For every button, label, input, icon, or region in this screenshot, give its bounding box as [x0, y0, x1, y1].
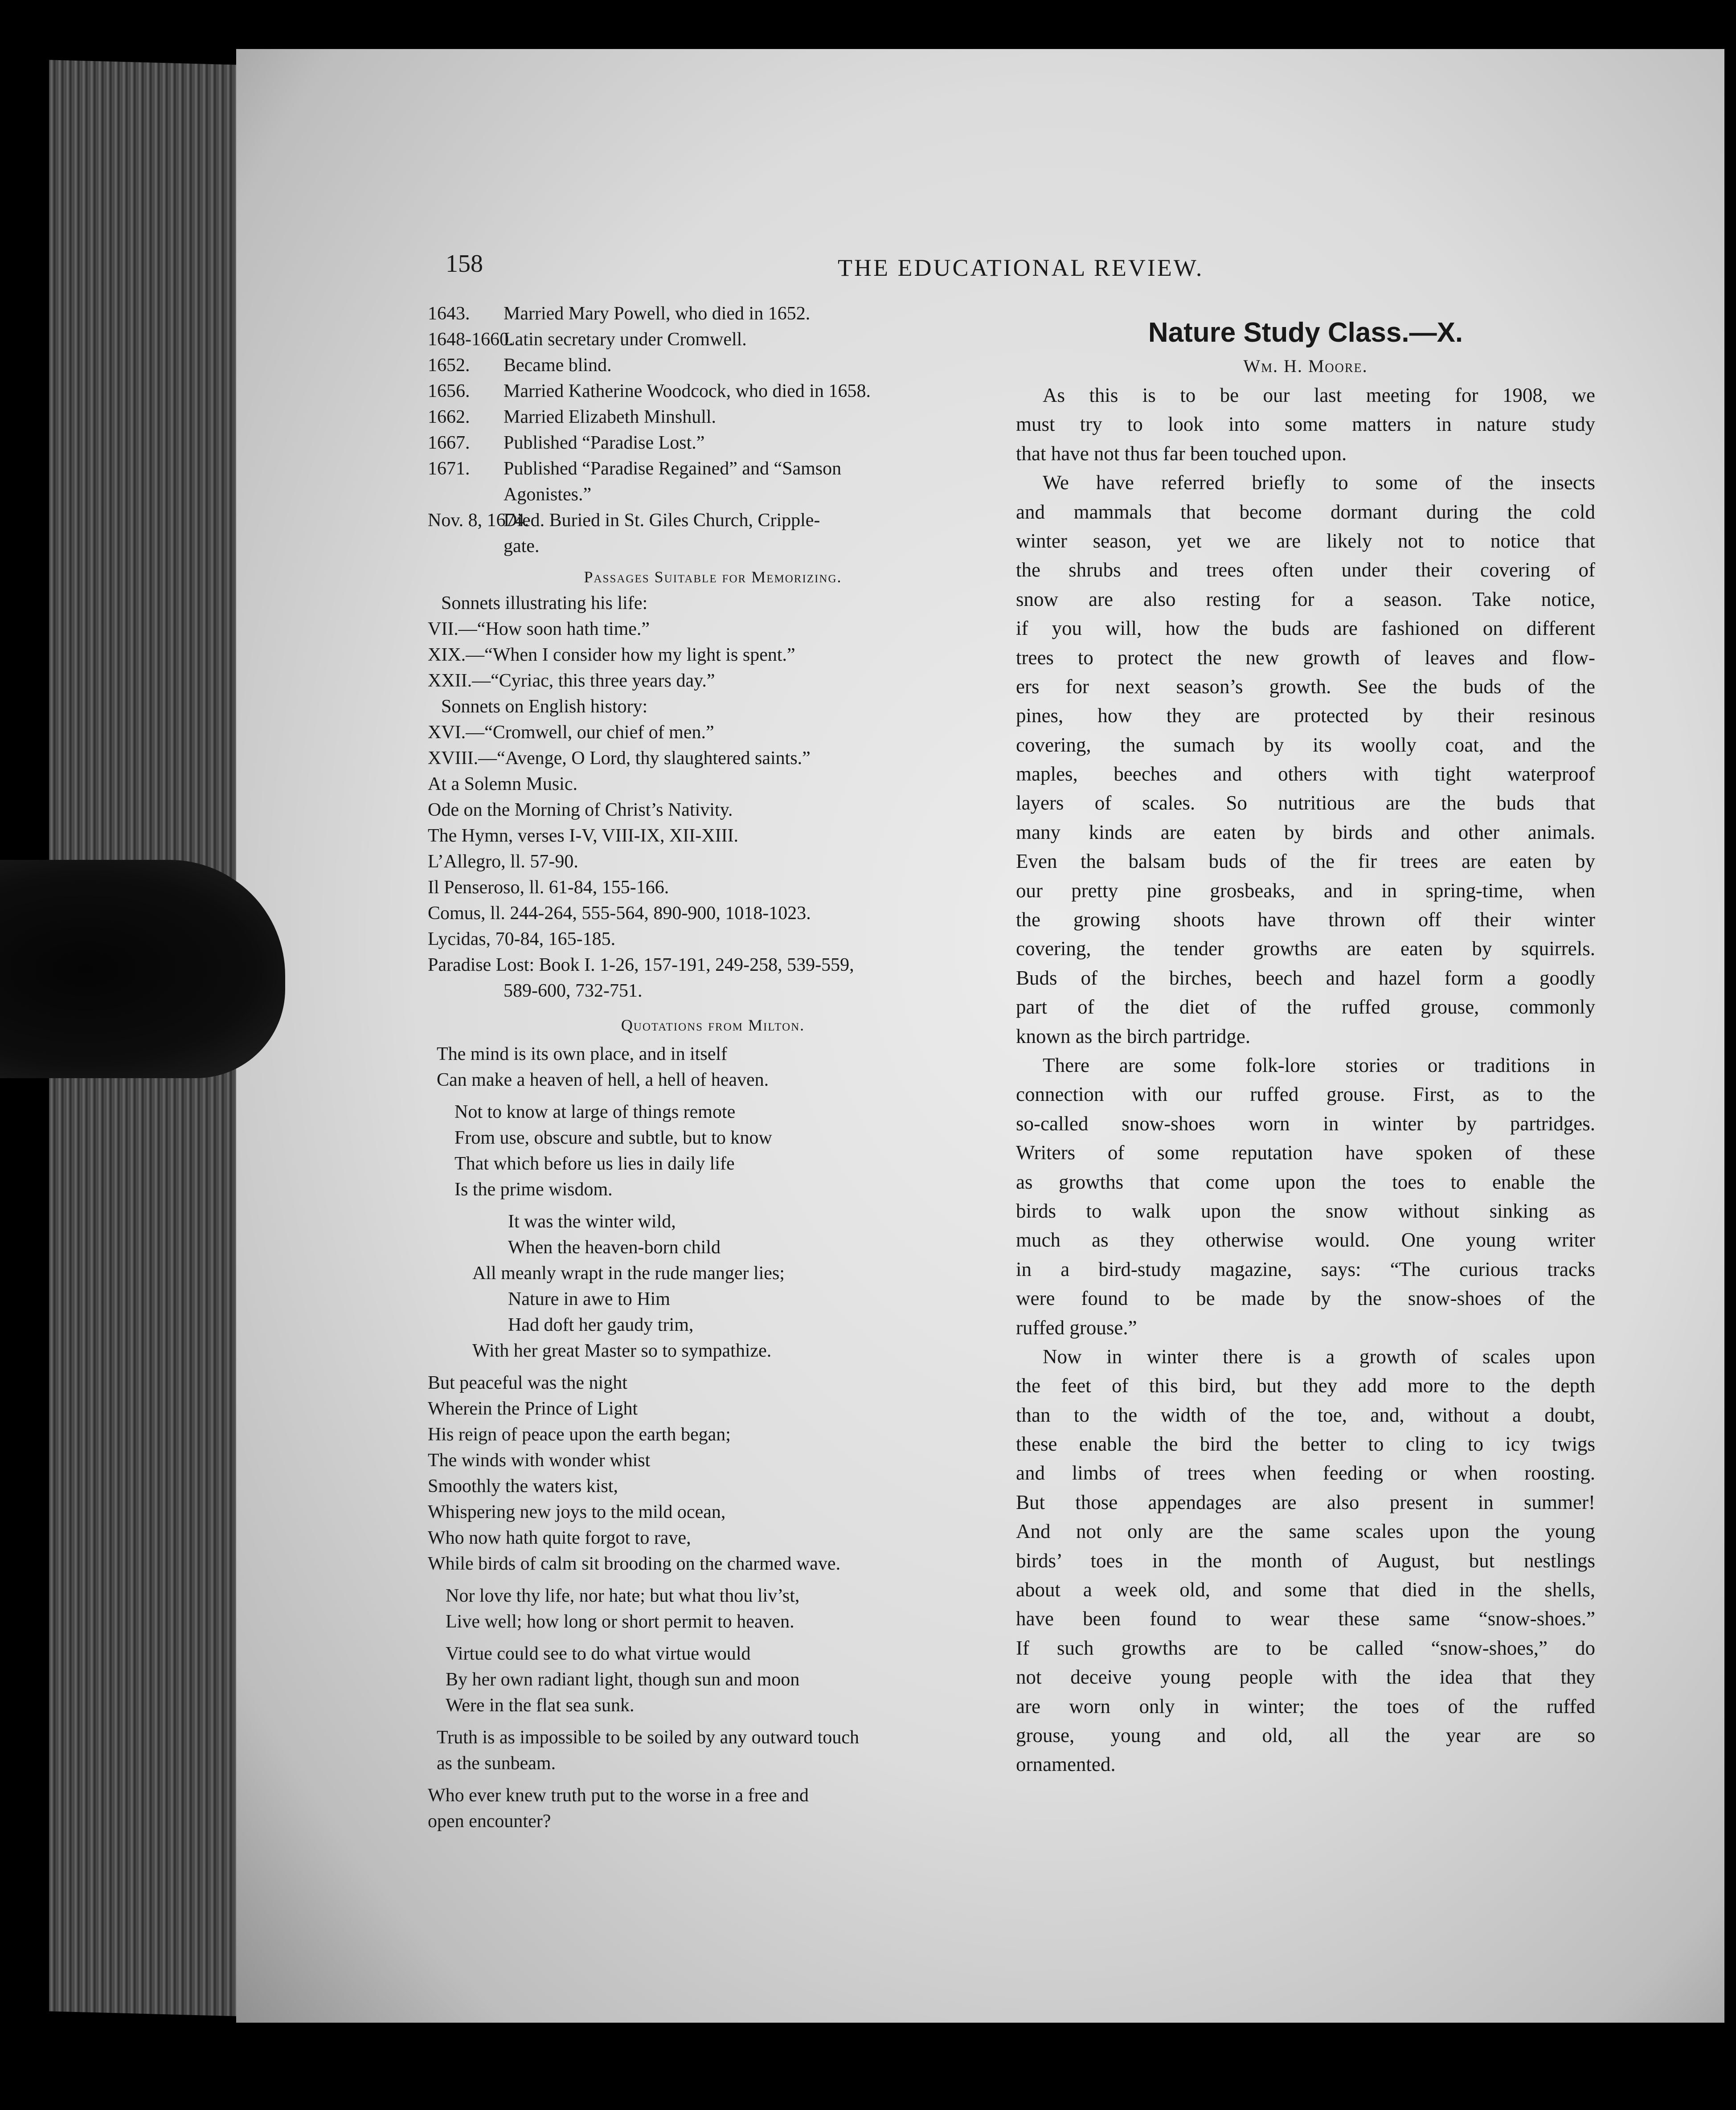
- paragraph-line: the feet of this bird, but they add more to the depth: [1016, 1374, 1595, 1397]
- paragraph-line: known as the birch partridge.: [1016, 1025, 1251, 1047]
- memorizing-line: XXII.—“Cyriac, this three years day.”: [428, 671, 715, 691]
- chronology-year: 1652.: [428, 355, 470, 376]
- chronology-list: [428, 301, 998, 559]
- paragraph-3: [1016, 1051, 1595, 1342]
- quotation-line: When the heaven-born child: [508, 1237, 721, 1258]
- quotation-3: [428, 1209, 998, 1364]
- paragraph-line: the growing shoots have thrown off their winter: [1016, 908, 1595, 931]
- paragraph-line: that have not thus far been touched upon.: [1016, 442, 1347, 465]
- quotations-heading: Quotations from Milton.: [621, 1016, 805, 1034]
- paragraph-line: and mammals that become dormant during the cold: [1016, 500, 1595, 523]
- quotation-line: Wherein the Prince of Light: [428, 1398, 638, 1419]
- paragraph-line: ornamented.: [1016, 1753, 1116, 1776]
- paragraph-line: Now in winter there is a growth of scales upon: [1043, 1345, 1595, 1368]
- memorizing-line: XIX.—“When I consider how my light is spent.”: [428, 645, 795, 665]
- quotation-line: open encounter?: [428, 1811, 551, 1832]
- quotation-line: From use, obscure and subtle, but to know: [454, 1128, 772, 1148]
- quotation-line: The mind is its own place, and in itself: [437, 1044, 728, 1064]
- paragraph-line: not deceive young people with the idea that they: [1016, 1666, 1595, 1689]
- paragraph-line: covering, the tender growths are eaten by squirrels.: [1016, 937, 1595, 960]
- quotation-line: Were in the flat sea sunk.: [446, 1695, 635, 1716]
- quotation-line: By her own radiant light, though sun and moon: [446, 1669, 800, 1690]
- paragraph-line: pines, how they are protected by their resinous: [1016, 704, 1595, 727]
- chronology-entry: [428, 327, 998, 352]
- memorizing-line: XVIII.—“Avenge, O Lord, thy slaughtered saints.”: [428, 748, 811, 769]
- memorizing-line: Lycidas, 70-84, 165-185.: [428, 929, 616, 949]
- paragraph-line: connection with our ruffed grouse. First, as to the: [1016, 1083, 1595, 1106]
- chronology-text: Latin secretary under Cromwell.: [504, 329, 747, 350]
- quotation-line: Is the prime wisdom.: [454, 1179, 613, 1200]
- paragraph-line: grouse, young and old, all the year are so: [1016, 1724, 1595, 1746]
- article-author: Wm. H. Moore.: [1243, 356, 1368, 376]
- paragraph-line: have been found to wear these same “snow-shoes.”: [1016, 1607, 1595, 1630]
- paragraph-1: [1016, 381, 1595, 468]
- chronology-year: 1667.: [428, 433, 470, 453]
- quotation-line: Live well; how long or short permit to heaven.: [446, 1611, 794, 1632]
- quotation-line: With her great Master so to sympathize.: [472, 1341, 772, 1361]
- memorizing-line: At a Solemn Music.: [428, 774, 577, 794]
- quotation-line: Who now hath quite forgot to rave,: [428, 1528, 691, 1548]
- paragraph-line: these enable the bird the better to cling to icy twigs: [1016, 1433, 1595, 1456]
- quotation-line: But peaceful was the night: [428, 1373, 627, 1393]
- paragraph-line: birds’ toes in the month of August, but nestlings: [1016, 1549, 1595, 1572]
- quotation-line: Can make a heaven of hell, a hell of heaven.: [437, 1070, 769, 1090]
- paragraph-line: many kinds are eaten by birds and other animals.: [1016, 821, 1595, 843]
- page-header: [446, 249, 1462, 303]
- chronology-year: 1656.: [428, 381, 470, 401]
- chronology-entry: [428, 352, 998, 378]
- paragraph-line: covering, the sumach by its woolly coat, and the: [1016, 733, 1595, 756]
- paragraph-line: We have referred briefly to some of the insects: [1043, 471, 1595, 494]
- quotation-line: Whispering new joys to the mild ocean,: [428, 1502, 726, 1522]
- paragraph-line: as growths that come upon the toes to enable the: [1016, 1170, 1595, 1193]
- quotation-line: Nor love thy life, nor hate; but what thou liv’st,: [446, 1586, 800, 1606]
- chronology-continuation: gate.: [504, 536, 540, 556]
- article-title: Nature Study Class.—X.: [1148, 317, 1463, 348]
- chronology-text: Married Elizabeth Minshull.: [504, 407, 717, 427]
- paragraph-line: Even the balsam buds of the fir trees are eaten by: [1016, 850, 1595, 873]
- paragraph-4: [1016, 1342, 1595, 1779]
- quotation-8: [428, 1783, 998, 1834]
- paragraph-line: were found to be made by the snow-shoes of the: [1016, 1287, 1595, 1310]
- quotation-6: [428, 1641, 998, 1718]
- paragraph-line: the shrubs and trees often under their covering of: [1016, 559, 1595, 581]
- memorizing-heading: Passages Suitable for Memorizing.: [584, 568, 842, 586]
- left-column: [428, 301, 998, 1834]
- quotation-line: That which before us lies in daily life: [454, 1153, 735, 1174]
- paragraph-line: part of the diet of the ruffed grouse, commonly: [1016, 996, 1595, 1018]
- quotation-line: Had doft her gaudy trim,: [508, 1315, 694, 1335]
- paragraph-line: If such growths are to be called “snow-shoes,” do: [1016, 1636, 1595, 1659]
- chronology-year: 1671.: [428, 458, 470, 479]
- chronology-text: Married Mary Powell, who died in 1652.: [504, 303, 811, 324]
- memorizing-line: Sonnets illustrating his life:: [441, 593, 648, 613]
- paragraph-line: about a week old, and some that died in the shells,: [1016, 1578, 1595, 1601]
- quotation-7: [428, 1725, 998, 1776]
- chronology-text: Published “Paradise Lost.”: [504, 433, 705, 453]
- paragraph-line: ers for next season’s growth. See the buds of the: [1016, 675, 1595, 698]
- paragraph-line: birds to walk upon the snow without sinking as: [1016, 1199, 1595, 1222]
- chronology-text: Became blind.: [504, 355, 612, 376]
- quotation-line: Nature in awe to Him: [508, 1289, 670, 1309]
- quotation-line: as the sunbeam.: [437, 1753, 556, 1774]
- memorizing-line: L’Allegro, ll. 57-90.: [428, 851, 578, 872]
- paragraph-line: ruffed grouse.”: [1016, 1316, 1137, 1339]
- memorizing-line: Comus, ll. 244-264, 555-564, 890-900, 1018-1023.: [428, 903, 811, 924]
- chronology-year: 1643.: [428, 303, 470, 324]
- chronology-entry: [428, 456, 998, 482]
- paragraph-line: in a bird-study magazine, says: “The curious tracks: [1016, 1258, 1595, 1280]
- paragraph-line: and limbs of trees when feeding or when roosting.: [1016, 1462, 1595, 1484]
- quotation-line: Smoothly the waters kist,: [428, 1476, 618, 1497]
- quotation-line: Not to know at large of things remote: [454, 1102, 736, 1122]
- chronology-entry: [428, 301, 998, 327]
- chronology-text: Died. Buried in St. Giles Church, Cripple-: [504, 510, 820, 531]
- paragraph-line: so-called snow-shoes worn in winter by partridges.: [1016, 1112, 1595, 1135]
- memorizing-line: VII.—“How soon hath time.”: [428, 619, 650, 639]
- memorizing-line: Il Penseroso, ll. 61-84, 155-166.: [428, 877, 669, 898]
- paragraph-line: if you will, how the buds are fashioned on different: [1016, 617, 1595, 640]
- paragraph-line: our pretty pine grosbeaks, and in spring-time, when: [1016, 879, 1595, 902]
- thumb-shadow: [0, 860, 285, 1078]
- paragraph-line: Buds of the birches, beech and hazel form a goodly: [1016, 966, 1595, 989]
- paragraph-line: must try to look into some matters in nature study: [1016, 413, 1595, 436]
- quotation-line: His reign of peace upon the earth began;: [428, 1424, 731, 1445]
- memorizing-line: The Hymn, verses I-V, VIII-IX, XII-XIII.: [428, 826, 739, 846]
- paragraph-line: trees to protect the new growth of leaves and flow-: [1016, 646, 1595, 669]
- chronology-year: 1648-1660.: [428, 329, 514, 350]
- quotation-line: Who ever knew truth put to the worse in a free and: [428, 1785, 809, 1806]
- quotation-1: [428, 1041, 998, 1093]
- chronology-entry: [428, 430, 998, 456]
- memorizing-line: 589-600, 732-751.: [504, 981, 643, 1001]
- quotation-2: [428, 1099, 998, 1202]
- paragraph-line: maples, beeches and others with tight waterproof: [1016, 763, 1595, 785]
- quotation-line: All meanly wrapt in the rude manger lies;: [472, 1263, 785, 1284]
- right-column: [1016, 314, 1595, 1779]
- quotation-line: The winds with wonder whist: [428, 1450, 651, 1471]
- paragraph-line: layers of scales. So nutritious are the buds that: [1016, 792, 1595, 814]
- quotation-line: Virtue could see to do what virtue would: [446, 1644, 751, 1664]
- memorizing-list: [428, 590, 998, 1004]
- paragraph-line: snow are also resting for a season. Take notice,: [1016, 588, 1595, 610]
- chronology-entry: [428, 378, 998, 404]
- paragraph-line: As this is to be our last meeting for 1908, we: [1043, 384, 1595, 406]
- page-number: 158: [446, 250, 483, 278]
- paragraph-line: are worn only in winter; the toes of the ruffed: [1016, 1695, 1595, 1717]
- quotation-line: It was the winter wild,: [508, 1211, 676, 1232]
- paragraph-line: than to the width of the toe, and, without a doubt,: [1016, 1403, 1595, 1426]
- chronology-text: Published “Paradise Regained” and “Samson: [504, 458, 842, 479]
- memorizing-line: Sonnets on English history:: [441, 696, 648, 717]
- paragraph-2: [1016, 468, 1595, 1051]
- running-head: THE EDUCATIONAL REVIEW.: [838, 254, 1204, 281]
- paragraph-line: And not only are the same scales upon the young: [1016, 1520, 1595, 1543]
- paragraph-line: winter season, yet we are likely not to notice that: [1016, 529, 1595, 552]
- quotation-4: [428, 1370, 998, 1577]
- memorizing-line: XVI.—“Cromwell, our chief of men.”: [428, 722, 714, 743]
- quotation-line: Truth is as impossible to be soiled by any outward touch: [437, 1727, 860, 1748]
- chronology-text: Married Katherine Woodcock, who died in 1658.: [504, 381, 871, 401]
- memorizing-line: Ode on the Morning of Christ’s Nativity.: [428, 800, 733, 820]
- quotation-5: [428, 1583, 998, 1635]
- chronology-continuation: Agonistes.”: [504, 484, 592, 505]
- paragraph-line: There are some folk-lore stories or traditions in: [1043, 1054, 1595, 1076]
- paragraph-line: But those appendages are also present in summer!: [1016, 1491, 1595, 1513]
- chronology-entry: [428, 507, 998, 533]
- chronology-year: 1662.: [428, 407, 470, 427]
- memorizing-line: Paradise Lost: Book I. 1-26, 157-191, 249-258, 539-559,: [428, 955, 854, 975]
- paragraph-line: Writers of some reputation have spoken of these: [1016, 1141, 1595, 1164]
- quotation-line: While birds of calm sit brooding on the charmed wave.: [428, 1554, 841, 1574]
- chronology-entry: [428, 404, 998, 430]
- paragraph-line: much as they otherwise would. One young writer: [1016, 1229, 1595, 1251]
- chronology-year: Nov. 8, 1674.: [428, 510, 529, 531]
